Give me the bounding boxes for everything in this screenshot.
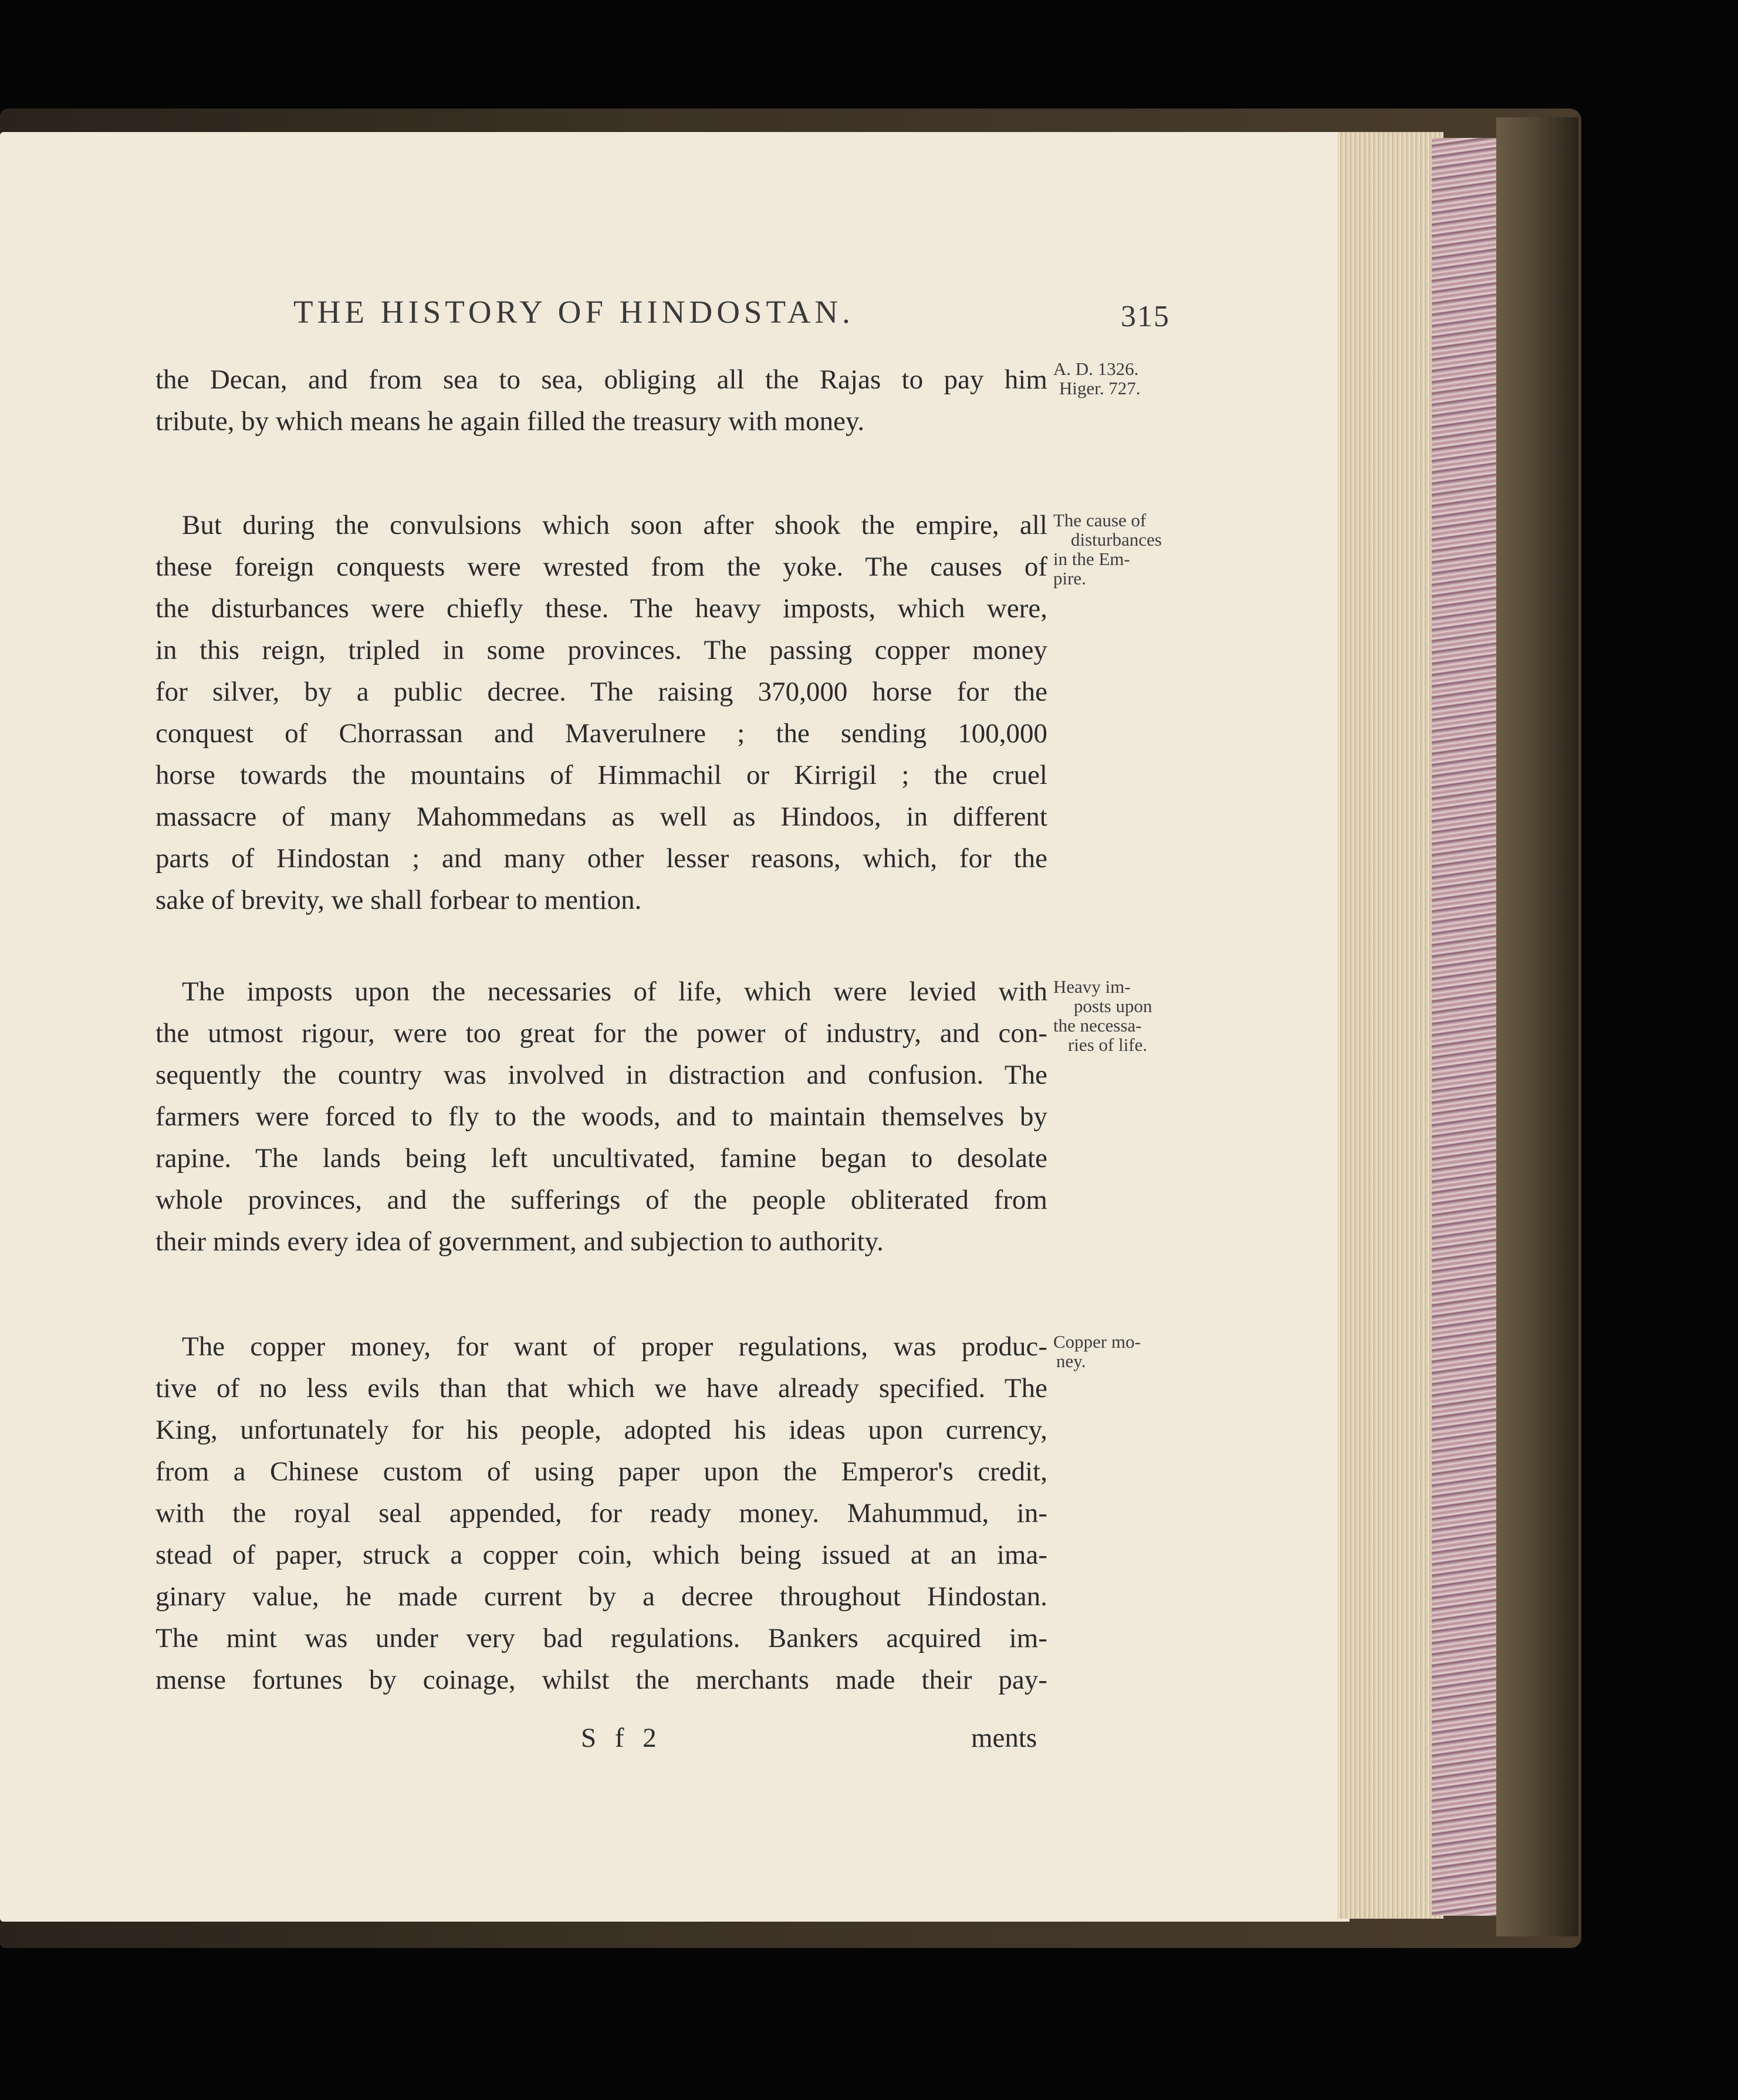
text-line: in this reign, tripled in some provinces. The passing copper money (155, 635, 1047, 665)
paragraph-2 (155, 505, 1047, 921)
margin-note-line: Copper mo- (1053, 1331, 1141, 1352)
page-number: 315 (1121, 300, 1170, 333)
margin-note-imposts (1053, 977, 1182, 1054)
margin-note-line: the necessa- (1053, 1015, 1142, 1036)
paragraph-1 (155, 359, 1047, 442)
text-line: the Decan, and from sea to sea, obliging all the Rajas to pay him (155, 364, 1047, 395)
margin-note-line: posts upon (1074, 996, 1152, 1016)
text-line: farmers were forced to fly to the woods, and to maintain themselves by (155, 1101, 1047, 1132)
book-cover-edge (1496, 117, 1578, 1936)
margin-note-date (1053, 359, 1182, 398)
text-line: rapine. The lands being left uncultivated, famine began to desolate (155, 1143, 1047, 1174)
text-line: the disturbances were chiefly these. The heavy imposts, which were, (155, 593, 1047, 624)
text-line: sake of brevity, we shall forbear to mention. (155, 885, 642, 915)
text-line: sequently the country was involved in distraction and confusion. The (155, 1060, 1047, 1090)
margin-note-line: Heavy im- (1053, 976, 1131, 997)
text-line: conquest of Chorrassan and Maverulnere ; the sending 100,000 (155, 718, 1047, 749)
text-line: horse towards the mountains of Himmachil or Kirrigil ; the cruel (155, 760, 1047, 790)
margin-note-line: disturbances (1071, 529, 1162, 550)
text-line: their minds every idea of government, and subjection to authority. (155, 1226, 884, 1257)
text-line: these foreign conquests were wrested from the yoke. The causes of (155, 552, 1047, 582)
text-line: with the royal seal appended, for ready money. Mahummud, in- (155, 1498, 1047, 1528)
running-header (293, 293, 1170, 334)
margin-note-line: ries of life. (1068, 1034, 1148, 1055)
text-line: ginary value, he made current by a decree throughout Hindostan. (155, 1581, 1047, 1612)
text-line: stead of paper, struck a copper coin, which being issued at an ima- (155, 1540, 1047, 1570)
margin-note-line: ney. (1056, 1351, 1086, 1371)
catchword: ments (971, 1723, 1037, 1753)
paragraph-4 (155, 1326, 1047, 1701)
margin-note-line: A. D. 1326. (1053, 359, 1139, 379)
text-line: for silver, by a public decree. The raising 370,000 horse for the (155, 677, 1047, 707)
page-edges (1338, 132, 1443, 1919)
text-line: But during the convulsions which soon after shook the empire, all (182, 510, 1047, 540)
margin-note-cause (1053, 510, 1182, 588)
text-line: The imposts upon the necessaries of life, which were levied with (182, 976, 1047, 1007)
text-line: King, unfortunately for his people, adopted his ideas upon currency, (155, 1415, 1047, 1445)
margin-note-copper (1053, 1332, 1182, 1371)
text-line: massacre of many Mahommedans as well as Hindoos, in different (155, 802, 1047, 832)
marbled-endpaper (1432, 138, 1496, 1916)
text-line: from a Chinese custom of using paper upon the Emperor's credit, (155, 1456, 1047, 1487)
text-line: tive of no less evils than that which we have already specified. The (155, 1373, 1047, 1404)
paragraph-3 (155, 971, 1047, 1263)
margin-note-line: Higer. 727. (1059, 378, 1141, 398)
margin-note-line: The cause of (1053, 510, 1147, 530)
text-line: The mint was under very bad regulations. Bankers acquired im- (155, 1623, 1047, 1653)
margin-note-line: pire. (1053, 568, 1086, 589)
text-line: the utmost rigour, were too great for the power of industry, and con- (155, 1018, 1047, 1049)
text-line: The copper money, for want of proper regulations, was produc- (182, 1331, 1047, 1362)
running-title: THE HISTORY OF HINDOSTAN. (293, 294, 854, 330)
margin-note-line: in the Em- (1053, 549, 1130, 569)
text-line: mense fortunes by coinage, whilst the merchants made their pay- (155, 1665, 1047, 1695)
signature-mark: S f 2 (581, 1723, 662, 1753)
text-line: parts of Hindostan ; and many other lesser reasons, which, for the (155, 843, 1047, 874)
text-line: tribute, by which means he again filled the treasury with money. (155, 406, 865, 437)
text-line: whole provinces, and the sufferings of the people obliterated from (155, 1185, 1047, 1215)
